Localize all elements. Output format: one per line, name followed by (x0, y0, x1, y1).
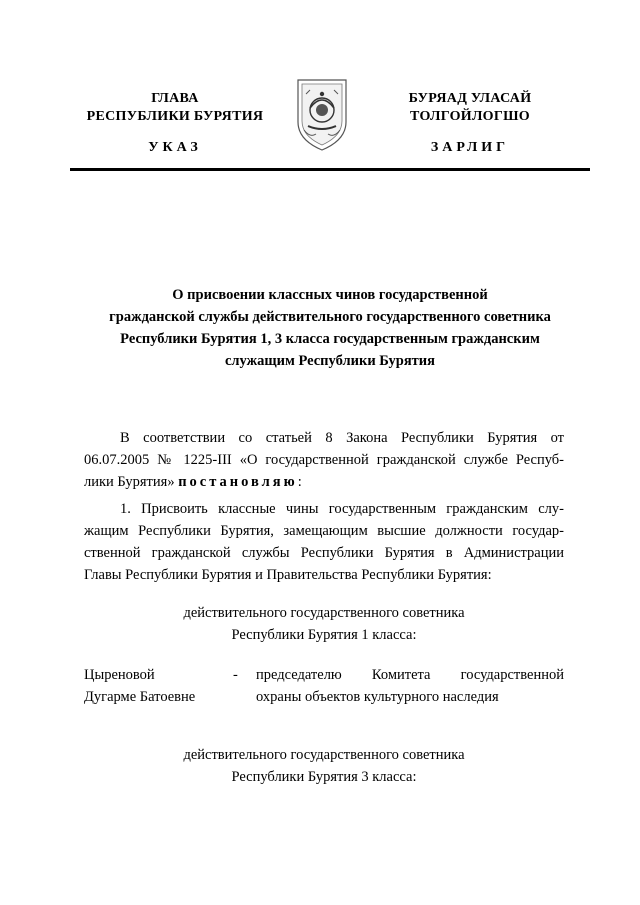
person-name-line: Дугарме Батоевне (84, 689, 196, 705)
preamble-line: 06.07.2005 № 1225-III «О государственной гражданской службе Респуб- (84, 452, 564, 468)
header-right (370, 90, 570, 126)
rank-line: действительного государственного советника (183, 605, 465, 621)
header-right-line1: БУРЯАД УЛАСАЙ (408, 91, 532, 106)
header-left-line1: ГЛАВА (151, 91, 199, 106)
title-line: гражданской службы действительного государственного советника (109, 309, 551, 325)
preamble-line: В соответствии со статьей 8 Закона Республики Бурятия от (120, 430, 564, 446)
rank-1-heading (84, 602, 564, 646)
person-dash: - (233, 667, 238, 683)
title-line: О присвоении классных чинов государственной (172, 287, 488, 303)
item-line: жащим Республики Бурятия, замещающим высшие должности государ- (84, 523, 564, 539)
header-divider (70, 168, 590, 171)
rank-line: действительного государственного советника (183, 747, 465, 763)
coat-of-arms-icon (290, 74, 354, 152)
person-name-line: Цыреновой (84, 667, 155, 683)
item-line: ственной гражданской службы Республики Бурятия в Администрации (84, 545, 564, 561)
document-kind-left: УКАЗ (148, 140, 202, 155)
decree-verb: постановляю (178, 474, 298, 490)
person-position-line: председателю Комитета государственной (256, 667, 564, 683)
header-right-line2: ТОЛГОЙЛОГШО (410, 109, 530, 124)
preamble-text: лики Бурятия» (84, 474, 175, 490)
title-line: Республики Бурятия 1, 3 класса государственным гражданским (120, 331, 540, 347)
rank-line: Республики Бурятия 3 класса: (231, 769, 417, 785)
header-left (70, 90, 280, 126)
header-left-line2: РЕСПУБЛИКИ БУРЯТИЯ (86, 109, 264, 124)
preamble-line (84, 471, 564, 493)
person-position-line: охраны объектов культурного наследия (256, 689, 499, 705)
document-kind-right: ЗАРЛИГ (430, 140, 510, 155)
title-line: служащим Республики Бурятия (224, 353, 436, 369)
document-title (80, 284, 580, 372)
rank-3-heading (84, 744, 564, 788)
rank-line: Республики Бурятия 1 класса: (231, 627, 417, 643)
item-line: Главы Республики Бурятия и Правительства Республики Бурятия: (84, 567, 492, 583)
item-line: 1. Присвоить классные чины государственным гражданским слу- (120, 501, 564, 517)
preamble-colon: : (297, 474, 302, 490)
